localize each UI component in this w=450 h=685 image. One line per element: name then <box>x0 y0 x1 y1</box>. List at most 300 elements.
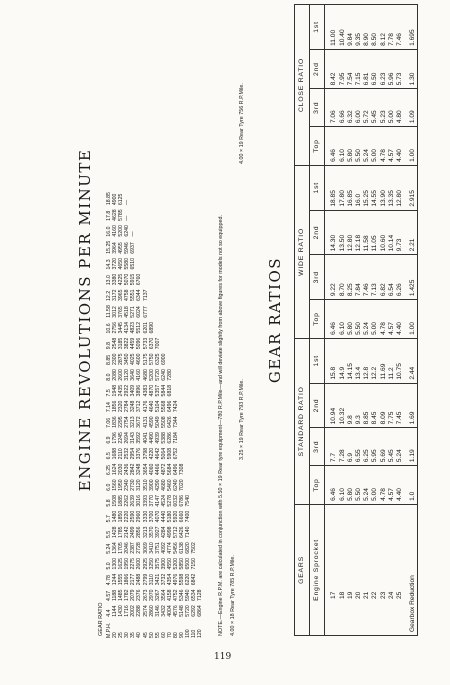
rpm-cell: 4160 <box>136 369 143 381</box>
rpm-cell: 3172 <box>112 289 119 301</box>
rpm-cell <box>197 383 203 399</box>
ratio-cell: 18.85 <box>330 165 338 210</box>
rpm-cell: 2860 <box>148 605 155 617</box>
rpm-cell: 4290 <box>154 479 161 491</box>
ratio-cell: 6.82 <box>380 255 388 300</box>
ratio-cell: 11.00 <box>330 5 338 50</box>
note-tyre-325x19: 3.25 × 19 Rear Tyre 793 R.P.Mile. <box>239 379 245 460</box>
ratio-cell: 4.40 <box>396 466 404 505</box>
rpm-cell: 4600 <box>136 353 143 365</box>
rpm-cell: 6138 <box>179 542 186 554</box>
rpm-cell: 1364 <box>112 542 119 554</box>
rpm-row-label: 25 <box>118 632 125 638</box>
ratio-cell: 10.14 <box>388 210 396 255</box>
rpm-cell: 5508 <box>160 416 167 428</box>
ratio-cell: 14.9 <box>339 338 347 383</box>
reduction-cell: 2.21 <box>409 210 418 255</box>
ratio-cell: 4.57 <box>388 300 396 339</box>
rpm-cell: 1560 <box>112 479 119 491</box>
rpm-cell: 5357 <box>154 384 161 397</box>
rpm-cell: 6325 <box>154 353 161 365</box>
rpm-cell: 5148 <box>179 605 186 617</box>
rpm-cell: 7280 <box>166 369 173 381</box>
rpm-cell: 4628 <box>112 209 119 221</box>
ratio-cell: 4.40 <box>396 127 404 166</box>
ratio-cell: 5.45 <box>388 428 396 466</box>
header-col-close-1: 3rd <box>310 89 325 127</box>
rpm-cell: 5388 <box>160 432 167 444</box>
rpm-cell: 5712 <box>173 526 180 539</box>
rpm-cell: 1688 <box>112 447 119 460</box>
rpm-cell: 4225 <box>118 273 125 286</box>
rpm-cell: 2954 <box>130 447 137 460</box>
rpm-cell: 3712 <box>136 400 143 413</box>
rpm-cell <box>197 303 203 320</box>
rpm-cell: 5278 <box>166 495 173 507</box>
reduction-cell: 1.09 <box>409 89 418 127</box>
ratio-cell: 6.32 <box>347 89 355 127</box>
rpm-cell: 4490 <box>148 432 155 444</box>
rpm-cell <box>197 572 203 588</box>
reduction-cell: 1.19 <box>409 428 418 466</box>
ratio-cell: 9.8 <box>347 383 355 428</box>
rpm-cell: 1508 <box>112 495 119 507</box>
rpm-table <box>106 190 204 638</box>
ratio-cell: 7.45 <box>396 383 404 428</box>
rpm-cell: 5096 <box>136 337 143 350</box>
ratio-cell: 6.46 <box>330 127 338 166</box>
ratio-cell: 9.22 <box>330 255 338 300</box>
ratio-cell: 16.0 <box>355 165 363 210</box>
rpm-cell: 4550 <box>166 557 173 570</box>
rpm-cell: 1705 <box>118 542 125 554</box>
rpm-row-label: 120 <box>197 629 204 638</box>
rpm-cell: 8.85 <box>106 354 112 365</box>
rpm-cell: 2436 <box>124 463 131 476</box>
rpm-cell: 3120 <box>136 479 143 491</box>
ratio-cell: 6.46 <box>330 300 338 339</box>
header-standard-ratio: STANDARD RATIO <box>295 338 310 504</box>
ratio-cell: 4.40 <box>396 300 404 339</box>
rpm-cell <box>197 239 203 256</box>
rpm-cell: 3143 <box>130 432 137 444</box>
ratio-cell: 5.00 <box>371 300 379 339</box>
rpm-cell: 6510 <box>130 257 137 270</box>
rpm-cell: 5750 <box>148 353 155 365</box>
rpm-cell: 2376 <box>136 589 143 601</box>
rpm-cell: 9.8 <box>106 342 112 350</box>
rpm-cell: 2046 <box>124 542 131 554</box>
header-col-standard-0: Top <box>310 466 325 505</box>
rpm-cell: 5104 <box>154 400 161 413</box>
ratio-cell: 6.55 <box>355 428 363 466</box>
rpm-cell: 7344 <box>173 416 180 428</box>
rpm-cell: 3376 <box>136 447 143 460</box>
rpm-cell: 3900 <box>160 557 167 570</box>
ratio-cell: 8.25 <box>347 255 355 300</box>
rpm-cell: 1836 <box>112 416 119 428</box>
ratio-cell: 5.95 <box>371 428 379 466</box>
rpm-cell: 3421 <box>154 573 161 586</box>
ratio-cell: 7.95 <box>339 49 347 88</box>
rpm-cell: 6496 <box>173 463 180 476</box>
ratio-cell: 7.78 <box>388 5 396 50</box>
rpm-cell: 5850 <box>179 557 186 570</box>
reduction-cell: 1.695 <box>409 5 418 50</box>
rpm-cell: 5940 <box>185 589 192 601</box>
ratio-cell: 12.2 <box>371 338 379 383</box>
rpm-cell: 4.4 <box>106 609 112 617</box>
ratio-cell: 7.75 <box>388 383 396 428</box>
rpm-cell: 3445 <box>118 321 125 334</box>
rpm-cell: 6220 <box>185 573 192 586</box>
ratio-cell: 12.80 <box>396 165 404 210</box>
reduction-cell: 2.915 <box>409 165 418 210</box>
ratio-cell: 5.80 <box>347 127 355 166</box>
note-tyre-400x19: 4.00 × 19 Rear Tyre 756 R.P.Mile. <box>239 83 245 164</box>
ratio-cell: 15.8 <box>330 338 338 383</box>
rpm-cell: 6864 <box>197 605 204 617</box>
rpm-cell: 4590 <box>148 416 155 428</box>
ratio-cell: 8.09 <box>380 383 388 428</box>
rpm-cell: 7128 <box>197 589 204 601</box>
rpm-cell: 2639 <box>130 495 137 507</box>
rpm-cell: 4092 <box>160 542 167 554</box>
header-col-standard-1: 3rd <box>310 428 325 466</box>
ratio-cell: 5.24 <box>363 466 371 505</box>
rpm-cell: 4004 <box>166 605 173 617</box>
rpm-row-label: 55 <box>154 632 161 638</box>
rpm-cell: 6.9 <box>106 436 112 444</box>
ratio-cell: 5.00 <box>371 127 379 166</box>
rpm-cell: 4955 <box>118 242 125 254</box>
rpm-cell: 2245 <box>118 432 125 444</box>
rpm-cell: 1485 <box>118 589 125 601</box>
rpm-cell: 7137 <box>142 289 149 301</box>
rpm-cell: 6818 <box>166 384 173 397</box>
rpm-cell: 7020 <box>179 479 186 491</box>
rpm-cell: 2970 <box>148 589 155 601</box>
rpm-cell: 13.0 <box>106 275 112 286</box>
ratio-cell: 7.46 <box>396 5 404 50</box>
rpm-cell <box>197 223 203 239</box>
rpm-cell: 5271 <box>130 306 137 318</box>
ratio-cell: 11.05 <box>371 210 379 255</box>
rpm-row-label: 40 <box>136 632 143 638</box>
sprocket-teeth: 21 <box>363 504 371 635</box>
rpm-cell: 6201 <box>142 321 149 334</box>
rpm-row-label: 80 <box>173 632 180 638</box>
rpm-cell: 2435 <box>118 384 125 397</box>
ratio-cell: 7.15 <box>355 49 363 88</box>
rpm-cell <box>197 287 203 303</box>
rpm-cell: 1144 <box>112 605 119 617</box>
sprocket-teeth: 23 <box>380 504 388 635</box>
rpm-cell: 1856 <box>112 400 119 413</box>
rpm-cell: 5920 <box>173 510 180 523</box>
rpm-cell: 2177 <box>130 573 137 586</box>
rpm-cell: 2960 <box>136 510 143 523</box>
rpm-cell: 3069 <box>142 542 149 554</box>
sprocket-teeth: 17 <box>330 504 338 635</box>
rpm-cell: 4147 <box>154 495 161 507</box>
rpm-cell: 6344 <box>136 289 143 301</box>
rpm-cell: 6752 <box>173 447 180 460</box>
rpm-cell: 5720 <box>185 605 192 617</box>
rpm-cell: 4466 <box>154 463 161 476</box>
ratio-cell: 5.00 <box>388 89 396 127</box>
rpm-cell: 3213 <box>130 416 137 428</box>
rpm-cell: 5.7 <box>106 515 112 523</box>
rpm-cell: 3672 <box>136 416 143 428</box>
rpm-cell <box>197 190 203 207</box>
rpm-cell: 7308 <box>179 463 186 476</box>
header-col-wide-2: 2nd <box>310 210 325 255</box>
rpm-cell: 3751 <box>154 542 161 554</box>
rpm-cell: 3380 <box>112 273 119 286</box>
rpm-cell <box>197 272 203 288</box>
rpm-cell <box>197 399 203 415</box>
gear-row <box>339 5 347 636</box>
rpm-cell <box>197 477 203 493</box>
header-col-standard-2: 2nd <box>310 383 325 428</box>
ratio-cell: 9.35 <box>355 5 363 50</box>
rpm-row-label: 90 <box>179 632 186 638</box>
rpm-cell: 5580 <box>124 257 131 270</box>
rpm-cell: 4025 <box>130 353 137 365</box>
ratio-cell: 9.73 <box>396 210 404 255</box>
rpm-cell: 6024 <box>136 306 143 318</box>
rpm-cell: 1948 <box>112 384 119 397</box>
rpm-cell: 4041 <box>142 432 149 444</box>
rpm-cell: 3185 <box>118 337 125 350</box>
rpm-cell: 1428 <box>112 526 119 539</box>
rpm-cell: 4160 <box>112 225 119 237</box>
rpm-cell: 5.8 <box>106 499 112 507</box>
reduction-cell: 2.44 <box>409 338 418 383</box>
rpm-cell: 2295 <box>118 416 125 428</box>
rpm-cell: 5915 <box>130 273 137 286</box>
rpm-cell: 5684 <box>166 463 173 476</box>
rpm-cell: 3146 <box>154 605 161 617</box>
rpm-row <box>197 190 203 638</box>
rpm-cell: 5720 <box>154 369 161 381</box>
ratio-cell: 13.4 <box>355 338 363 383</box>
rpm-cell: 2532 <box>124 447 131 460</box>
rpm-cell: 2262 <box>124 495 131 507</box>
note-tyre-400x18: 4.00 × 18 Rear Tyre 785 R.P.Mile. <box>230 555 236 636</box>
rpm-cell: 2488 <box>136 573 143 586</box>
header-col-standard-3: 1st <box>310 338 325 383</box>
rpm-cell: 3248 <box>136 463 143 476</box>
ratio-cell: 6.46 <box>330 466 338 505</box>
rpm-cell: 4354 <box>166 573 173 586</box>
ratio-cell: 12.8 <box>363 338 371 383</box>
ratio-cell: 7.46 <box>363 255 371 300</box>
gear-row <box>347 5 355 636</box>
rpm-cell: 1950 <box>124 557 131 570</box>
rpm-cell <box>197 509 203 525</box>
ratio-cell: 10.32 <box>339 383 347 428</box>
ratio-cell: 12.18 <box>355 210 363 255</box>
rpm-cell: 6786 <box>179 495 186 507</box>
rpm-cell: 2842 <box>130 463 137 476</box>
rpm-cell: 5908 <box>166 447 173 460</box>
rpm-cell: 5946 <box>124 242 131 254</box>
rpm-cell: 10.6 <box>106 323 112 334</box>
gear-row <box>380 5 388 636</box>
rpm-cell: 4870 <box>148 384 155 397</box>
rpm-cell: 1624 <box>112 463 119 476</box>
rpm-cell: 2756 <box>112 321 119 334</box>
rpm-cell: 7540 <box>185 495 192 507</box>
rotated-page-content <box>18 0 438 640</box>
ratio-cell: 13.35 <box>388 165 396 210</box>
rpm-cell: 5175 <box>142 353 149 365</box>
rpm-cell: 4650 <box>118 257 125 270</box>
gear-ratios-title: GEAR RATIOS <box>266 256 284 384</box>
rpm-cell: 5200 <box>148 369 155 381</box>
rpm-cell: 3510 <box>142 479 149 491</box>
rpm-cell: 2754 <box>124 416 131 428</box>
rpm-cell: 6820 <box>185 542 192 554</box>
rpm-cell: 1716 <box>124 605 131 617</box>
rpm-cell: 5733 <box>142 337 149 350</box>
rpm-cell: 5070 <box>124 273 131 286</box>
ratio-cell: 5.24 <box>363 127 371 166</box>
rpm-cell: 4939 <box>154 432 161 444</box>
rpm-cell: 4998 <box>166 526 173 539</box>
gear-row <box>388 5 396 636</box>
rpm-cell: 3213 <box>142 526 149 539</box>
rpm-cell: 5460 <box>166 479 173 491</box>
rpm-cell: 7.5 <box>106 389 112 397</box>
rpm-cell: 1950 <box>118 479 125 491</box>
rpm-cell: 5200 <box>173 557 180 570</box>
rpm-cell: 4900 <box>112 193 119 206</box>
rpm-cell: 1555 <box>118 573 125 586</box>
reduction-cell: 1.30 <box>409 49 418 88</box>
rpm-cell: 6937 <box>130 242 137 254</box>
rpm-cell: 3410 <box>148 542 155 554</box>
rpm-row-label: 110 <box>191 629 198 638</box>
rpm-cell <box>197 351 203 367</box>
rpm-cell: 14.3 <box>106 259 112 270</box>
rpm-cell: 3330 <box>142 510 149 523</box>
rpm-cell: 2694 <box>124 432 131 444</box>
rpm-cell: 3927 <box>154 526 161 539</box>
ratio-cell: 4.78 <box>380 300 388 339</box>
ratio-cell: 17.80 <box>339 165 347 210</box>
header-col-close-3: 1st <box>310 5 325 50</box>
rpm-cell: 4.57 <box>106 590 112 601</box>
ratio-cell: 14.55 <box>371 165 379 210</box>
ratio-cell: 8.12 <box>380 5 388 50</box>
rpm-cell: 6240 <box>160 369 167 381</box>
rpm-cell: 3120 <box>124 369 131 381</box>
rpm-cell: 4642 <box>154 447 161 460</box>
ratio-cell: 6.66 <box>339 89 347 127</box>
rpm-cell <box>197 367 203 383</box>
rpm-row-label: 20 <box>112 632 119 638</box>
rpm-cell: 6286 <box>166 432 173 444</box>
ratio-cell: 10.94 <box>330 383 338 428</box>
rpm-cell: 6760 <box>136 273 143 286</box>
reduction-cell: 1.00 <box>409 127 418 166</box>
ratio-cell: 4.78 <box>380 127 388 166</box>
rpm-cell: 6426 <box>166 416 173 428</box>
rpm-cell: 1785 <box>118 526 125 539</box>
rpm-cell: 11.58 <box>106 305 112 318</box>
rpm-cell: 2875 <box>118 353 125 365</box>
ratio-cell: 7.13 <box>371 255 379 300</box>
rpm-cell: 1625 <box>118 557 125 570</box>
rpm-cell: 7007 <box>154 337 161 350</box>
rpm-cell: 6900 <box>160 353 167 365</box>
rpm-cell: 1244 <box>112 573 119 586</box>
ratio-cell: 14.15 <box>347 338 355 383</box>
rpm-cell: 4680 <box>160 479 167 491</box>
rpm-cell: 6890 <box>148 321 155 334</box>
rpm-cell <box>197 446 203 462</box>
rpm-cell: 1430 <box>118 605 125 617</box>
ratio-cell: 6.00 <box>355 89 363 127</box>
ratio-cell: 6.10 <box>339 300 347 339</box>
header-engine-sprocket: Engine Sprocket <box>310 504 325 635</box>
header-close-ratio: CLOSE RATIO <box>295 5 310 166</box>
header-col-wide-0: Top <box>310 300 325 339</box>
rpm-cell: 7184 <box>173 432 180 444</box>
page-number: 119 <box>214 652 232 662</box>
ratio-cell: 5.69 <box>380 428 388 466</box>
ratio-cell: 4.78 <box>380 466 388 505</box>
rpm-cell: 1885 <box>118 495 125 507</box>
rpm-cell: 3964 <box>112 242 119 254</box>
ratio-cell: 9.3 <box>355 383 363 428</box>
rpm-cell: 6240 <box>124 225 131 237</box>
reduction-cell: 1.0 <box>409 466 418 505</box>
rpm-cell: 7502 <box>191 542 198 554</box>
ratio-cell: 4.80 <box>396 89 404 127</box>
rpm-cell: 4872 <box>160 463 167 476</box>
rpm-cell: 4752 <box>173 589 180 601</box>
ratio-cell: 8.50 <box>371 5 379 50</box>
ratio-cell: 10.75 <box>396 338 404 383</box>
rpm-cell: 3393 <box>142 495 149 507</box>
rpm-cell: 5512 <box>136 321 143 334</box>
rpm-cell <box>197 556 203 572</box>
rpm-cell: 2574 <box>142 605 149 617</box>
rpm-cell: — <box>124 215 131 221</box>
rpm-cell: 6292 <box>191 605 198 617</box>
rpm-cell: 4640 <box>148 400 155 413</box>
ratio-cell: 11.2 <box>388 338 396 383</box>
gear-row <box>355 5 363 636</box>
rpm-cell: 7400 <box>185 510 192 523</box>
rpm-cell: 4976 <box>173 573 180 586</box>
rpm-cell: 6370 <box>148 337 155 350</box>
ratio-cell: 5.96 <box>388 49 396 88</box>
rpm-cell: 2320 <box>118 400 125 413</box>
rpm-cell: 4158 <box>166 589 173 601</box>
ratio-cell: 7.84 <box>355 255 363 300</box>
rpm-cell <box>197 320 203 336</box>
rpm-cell: 5.5 <box>106 530 112 539</box>
ratio-cell: 5.72 <box>363 89 371 127</box>
rpm-cell: — <box>130 231 137 237</box>
rpm-cell: 3592 <box>136 432 143 444</box>
reduction-cell: 1.00 <box>409 300 418 339</box>
